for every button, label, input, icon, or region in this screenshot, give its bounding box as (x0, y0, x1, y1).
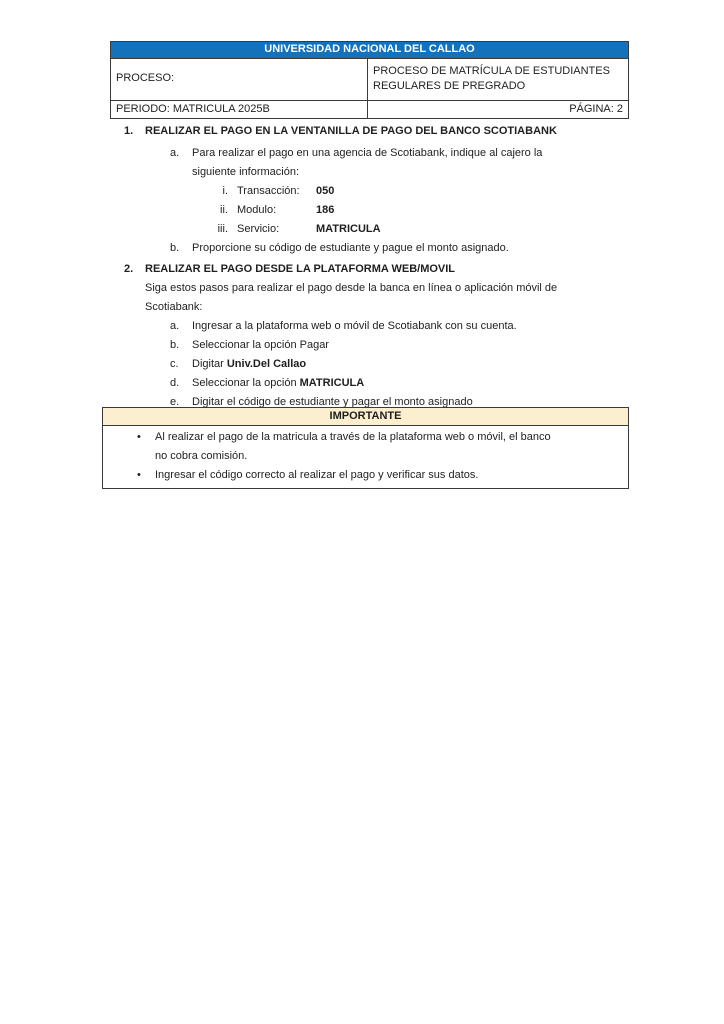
proceso-value-cell (368, 58, 629, 100)
modulo-value: 186 (316, 204, 335, 216)
roman-ii-marker: ii. (220, 204, 228, 216)
item-a-line1: Para realizar el pago en una agencia de Scotiabank, indique al cajero la (192, 147, 543, 159)
roman-iii-marker: iii. (217, 223, 228, 235)
section-2-item-a (170, 317, 630, 336)
s2-item-c-text (192, 355, 306, 374)
proceso-row (111, 58, 629, 100)
university-title: UNIVERSIDAD NACIONAL DEL CALLAO (264, 43, 475, 55)
modulo-label: Modulo: (237, 204, 277, 216)
item-b-marker: b. (170, 242, 180, 254)
s2-item-a-marker: a. (170, 320, 180, 332)
s2-item-b-text (192, 336, 329, 355)
pagina-label: PÁGINA: 2 (569, 102, 623, 115)
transaccion-label: Transacción: (237, 185, 300, 197)
important-title: IMPORTANTE (329, 410, 402, 422)
periodo-cell (111, 100, 368, 119)
s2-item-a-plain: Ingresar a la plataforma web o móvil de Scotiabank con su cuenta. (192, 320, 517, 332)
document-body (124, 122, 630, 412)
intro-line1: Siga estos pasos para realizar el pago desde la banca en línea o aplicación móvil de (145, 282, 558, 294)
pagina-cell (368, 100, 629, 119)
s2-item-e-marker: e. (170, 396, 180, 408)
section-2-intro (145, 279, 630, 317)
section-1-heading (124, 122, 630, 141)
section-1-item-b (170, 239, 630, 258)
s2-item-c-bold: Univ.Del Callao (226, 358, 307, 370)
important-box-body (103, 426, 628, 488)
item-a-marker: a. (170, 147, 180, 159)
important-box-header (103, 408, 628, 426)
item-b-line1: Proporcione su código de estudiante y pague el monto asignado. (192, 242, 509, 254)
section-2-title: REALIZAR EL PAGO DESDE LA PLATAFORMA WEB/MOVIL (145, 263, 456, 275)
s2-item-b-plain: Seleccionar la opción Pagar (192, 339, 329, 351)
bullet-2-line1: Ingresar el código correcto al realizar el pago y verificar sus datos. (155, 469, 479, 481)
section-1-title: REALIZAR EL PAGO EN LA VENTANILLA DE PAGO DEL BANCO SCOTIABANK (145, 125, 557, 137)
item-a-text (192, 144, 542, 182)
s2-item-b-marker: b. (170, 339, 180, 351)
periodo-label: PERIODO: MATRICULA 2025B (116, 102, 270, 115)
important-bullet-2 (137, 466, 624, 485)
transaccion-row (124, 182, 630, 201)
header-table (110, 41, 629, 119)
s2-item-d-text (192, 374, 364, 393)
s2-item-a-text (192, 317, 517, 336)
section-2-number: 2. (124, 263, 134, 275)
section-2-item-c (170, 355, 630, 374)
periodo-row (111, 100, 629, 119)
bullet-1-line2: no cobra comisión. (155, 450, 248, 462)
section-2-heading (124, 260, 630, 279)
section-1-item-a (170, 144, 630, 182)
transaccion-value: 050 (316, 185, 335, 197)
section-2-item-b (170, 336, 630, 355)
intro-line2: Scotiabank: (145, 301, 203, 313)
s2-item-c-marker: c. (170, 358, 179, 370)
important-box (102, 407, 629, 489)
bullet-1-line1: Al realizar el pago de la matricula a través de la plataforma web o móvil, el banco (155, 431, 551, 443)
important-bullet-1 (137, 428, 624, 466)
s2-item-d-marker: d. (170, 377, 180, 389)
section-2-item-d (170, 374, 630, 393)
important-bullet-1-text (155, 428, 624, 466)
header-title-row (111, 42, 629, 59)
bullet-icon: • (137, 469, 141, 481)
servicio-row (124, 220, 630, 239)
item-a-line2: siguiente información: (192, 166, 300, 178)
servicio-label: Servicio: (237, 223, 280, 235)
proceso-label-cell (111, 58, 368, 100)
proceso-label: PROCESO: (116, 72, 175, 85)
modulo-row (124, 201, 630, 220)
important-bullet-2-text (155, 466, 624, 485)
bullet-icon: • (137, 431, 141, 443)
proceso-value-line2: REGULARES DE PREGRADO (373, 80, 526, 92)
university-title-bar (111, 42, 629, 59)
proceso-value-line1: PROCESO DE MATRÍCULA DE ESTUDIANTES (373, 64, 610, 77)
item-b-text (192, 239, 509, 258)
section-1-number: 1. (124, 125, 134, 137)
servicio-value: MATRICULA (316, 223, 381, 235)
s2-item-d-plain: Seleccionar la opción (192, 377, 300, 389)
roman-i-marker: i. (222, 185, 228, 197)
s2-item-e-plain: Digitar el código de estudiante y pagar el monto asignado (192, 396, 473, 408)
s2-item-c-plain: Digitar (192, 358, 227, 370)
s2-item-d-bold: MATRICULA (299, 377, 365, 389)
